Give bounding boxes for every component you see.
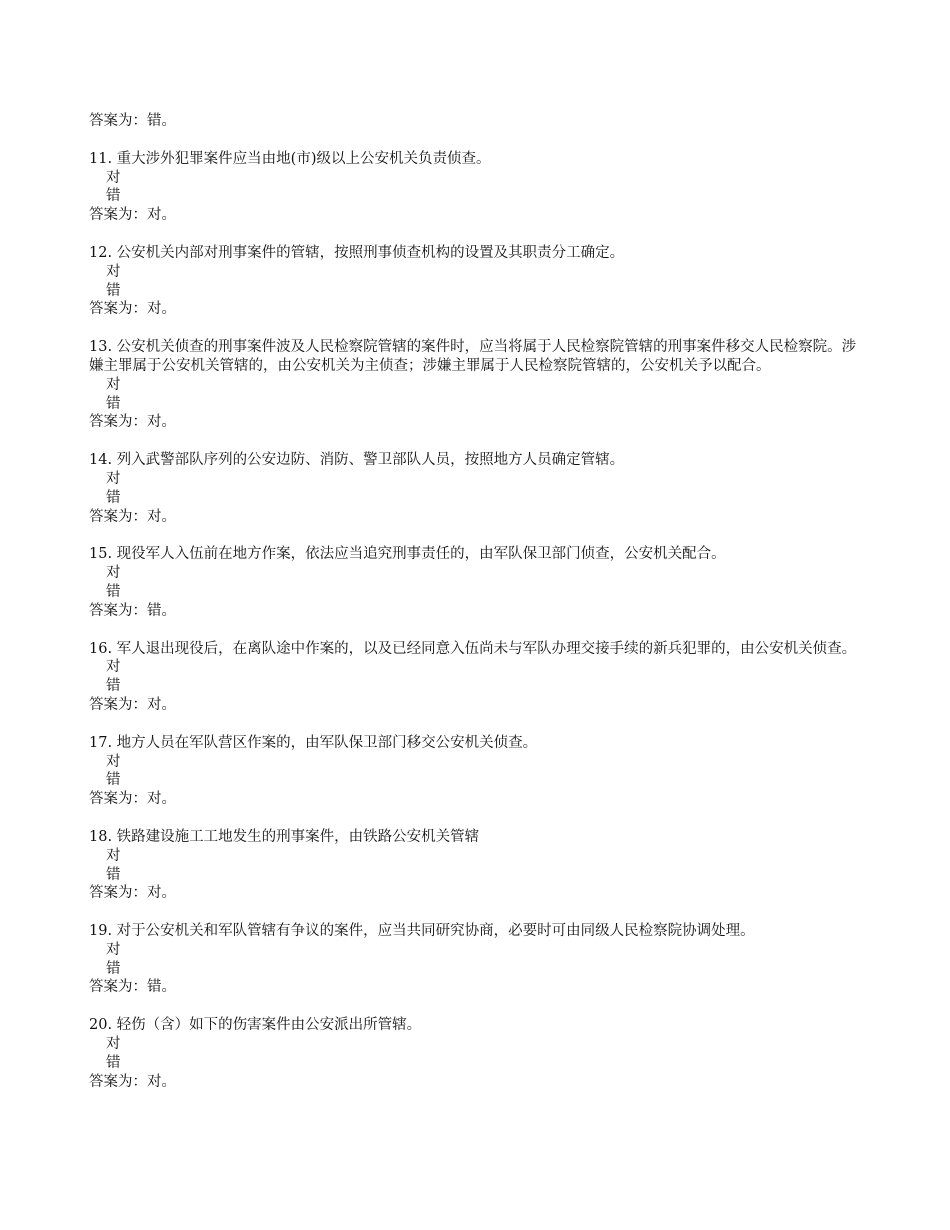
question-text: 公安机关侦查的刑事案件波及人民检察院管辖的案件时，应当将属于人民检察院管辖的刑事案件移交人民检察院。涉嫌主罪属于公安机关管辖的，由公安机关为主侦查；涉嫌主罪属于人民检察院管辖的，公安机关予以配合。 (89, 339, 857, 374)
document-page (89, 112, 864, 1091)
question-text-line (89, 338, 864, 376)
option-false: 错 (106, 489, 121, 506)
option-false: 错 (106, 678, 121, 695)
question-number: 11. (89, 150, 113, 167)
question-text: 轻伤（含）如下的伤害案件由公安派出所管辖。 (116, 1017, 422, 1034)
leading-answer: 答案为：错。 (89, 113, 176, 129)
question-number: 12. (89, 244, 113, 261)
option-true: 对 (106, 470, 121, 487)
question-text: 对于公安机关和军队管辖有争议的案件，应当共同研究协商，必要时可由同级人民检察院协调处理。 (116, 923, 755, 940)
answer-line: 答案为：错。 (89, 602, 176, 619)
question-number: 13. (89, 339, 113, 356)
question-number: 20. (89, 1017, 113, 1034)
answer-line: 答案为：对。 (89, 508, 176, 525)
question-text-line (89, 1016, 864, 1035)
question-number: 17. (89, 734, 113, 751)
option-true: 对 (106, 753, 121, 770)
question-text-line (89, 734, 864, 753)
option-true: 对 (106, 263, 121, 280)
option-true: 对 (106, 941, 121, 958)
question-text: 地方人员在军队营区作案的，由军队保卫部门移交公安机关侦查。 (116, 734, 538, 751)
question-text-line (89, 150, 864, 169)
option-true: 对 (106, 1036, 121, 1053)
question-list (89, 150, 864, 1092)
question-item (89, 545, 864, 620)
question-text: 列入武警部队序列的公安边防、消防、警卫部队人员，按照地方人员确定管辖。 (116, 452, 625, 469)
option-false: 错 (106, 866, 121, 883)
option-false: 错 (106, 188, 121, 205)
answer-line: 答案为：对。 (89, 301, 176, 318)
answer-line: 答案为：对。 (89, 885, 176, 902)
question-item (89, 734, 864, 809)
option-true: 对 (106, 847, 121, 864)
question-text-line (89, 545, 864, 564)
question-item (89, 640, 864, 715)
question-text: 军人退出现役后，在离队途中作案的，以及已经同意入伍尚未与军队办理交接手续的新兵犯罪的，由公安机关侦查。 (116, 640, 857, 657)
question-text: 铁路建设施工工地发生的刑事案件，由铁路公安机关管辖 (116, 828, 480, 845)
option-false: 错 (106, 282, 121, 299)
answer-line: 答案为：对。 (89, 696, 176, 713)
option-false: 错 (106, 772, 121, 789)
question-item (89, 1016, 864, 1091)
option-false: 错 (106, 583, 121, 600)
question-item (89, 451, 864, 526)
question-number: 18. (89, 828, 113, 845)
option-true: 对 (106, 169, 121, 186)
question-item (89, 922, 864, 997)
question-text-line (89, 244, 864, 263)
question-item (89, 244, 864, 319)
option-true: 对 (106, 376, 121, 393)
question-item (89, 150, 864, 225)
question-text-line (89, 828, 864, 847)
question-text-line (89, 640, 864, 659)
option-true: 对 (106, 565, 121, 582)
answer-line: 答案为：对。 (89, 207, 176, 224)
question-number: 19. (89, 923, 113, 940)
question-text-line (89, 922, 864, 941)
answer-line: 答案为：对。 (89, 414, 176, 431)
question-text-line (89, 451, 864, 470)
question-text: 公安机关内部对刑事案件的管辖，按照刑事侦查机构的设置及其职责分工确定。 (116, 244, 625, 261)
question-item (89, 828, 864, 903)
option-true: 对 (106, 659, 121, 676)
option-false: 错 (106, 960, 121, 977)
question-text: 重大涉外犯罪案件应当由地(市)级以上公安机关负责侦查。 (116, 150, 491, 167)
question-number: 14. (89, 452, 113, 469)
question-number: 16. (89, 640, 113, 657)
answer-line: 答案为：对。 (89, 791, 176, 808)
option-false: 错 (106, 1054, 121, 1071)
option-false: 错 (106, 395, 121, 412)
question-number: 15. (89, 546, 113, 563)
answer-line: 答案为：对。 (89, 1073, 176, 1090)
question-text: 现役军人入伍前在地方作案，依法应当追究刑事责任的，由军队保卫部门侦查，公安机关配合。 (116, 546, 726, 563)
answer-line: 答案为：错。 (89, 979, 176, 996)
question-item (89, 338, 864, 432)
